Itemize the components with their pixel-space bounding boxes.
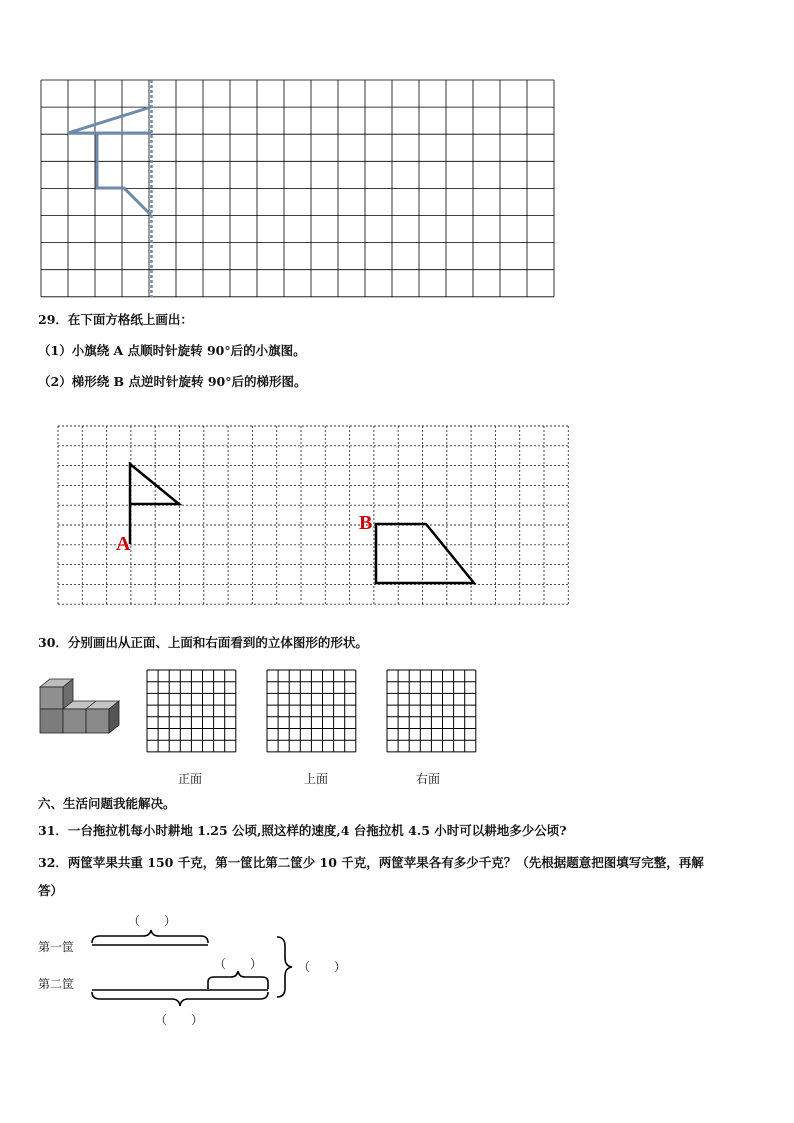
brace-total — [277, 937, 292, 997]
blank-difference[interactable]: （ ） — [214, 957, 263, 971]
basket-1-label: 第一筐 — [38, 940, 75, 954]
blank-first-basket[interactable]: （ ） — [128, 914, 177, 928]
blank-second-basket[interactable]: （ ） — [155, 1013, 204, 1027]
top-view-grid[interactable] — [267, 670, 356, 752]
top-view-label: 上面 — [304, 772, 329, 786]
q32-line-1: 32．两筐苹果共重 150 千克，第一筐比第二筐少 10 千克，两筐苹果各有多少千克？（先根据题意把图填写完整，再解 — [38, 855, 704, 870]
front-view-label: 正面 — [178, 772, 203, 786]
cube-stack-figure — [40, 679, 119, 733]
q32-line-2: 答） — [38, 883, 64, 898]
brace-first-basket — [92, 930, 208, 943]
q30-title: 30．分别画出从正面、上面和右面看到的立体图形的形状。 — [38, 635, 368, 650]
q29-title: 29．在下面方格纸上画出： — [38, 312, 193, 327]
right-view-label: 右面 — [416, 772, 441, 786]
basket-2-label: 第二筐 — [38, 977, 75, 991]
dashed-grid-lines — [58, 426, 568, 604]
brace-difference — [208, 971, 268, 989]
front-view-grid[interactable] — [147, 670, 236, 752]
trapezoid-figure — [376, 524, 474, 583]
section-6-title: 六、生活问题我能解决。 — [38, 796, 176, 811]
half-flag-shape — [68, 107, 151, 133]
brace-second-basket — [92, 992, 268, 1006]
q31-text: 31．一台拖拉机每小时耕地 1.25 公顷,照这样的速度,4 台拖拉机 4.5 小时可以耕地多少公顷? — [38, 823, 567, 838]
point-b-label: B — [359, 512, 373, 534]
point-a-label: A — [116, 533, 131, 555]
top-grid-lines — [41, 80, 554, 297]
right-view-grid[interactable] — [387, 670, 476, 752]
q29-item-1: （1）小旗绕 A 点顺时针旋转 90°后的小旗图。 — [38, 343, 306, 358]
blank-total[interactable]: （ ） — [298, 960, 347, 974]
q29-item-2: （2）梯形绕 B 点逆时针旋转 90°后的梯形图。 — [38, 374, 307, 389]
flag-figure — [130, 464, 179, 544]
half-base-shape — [97, 133, 151, 215]
